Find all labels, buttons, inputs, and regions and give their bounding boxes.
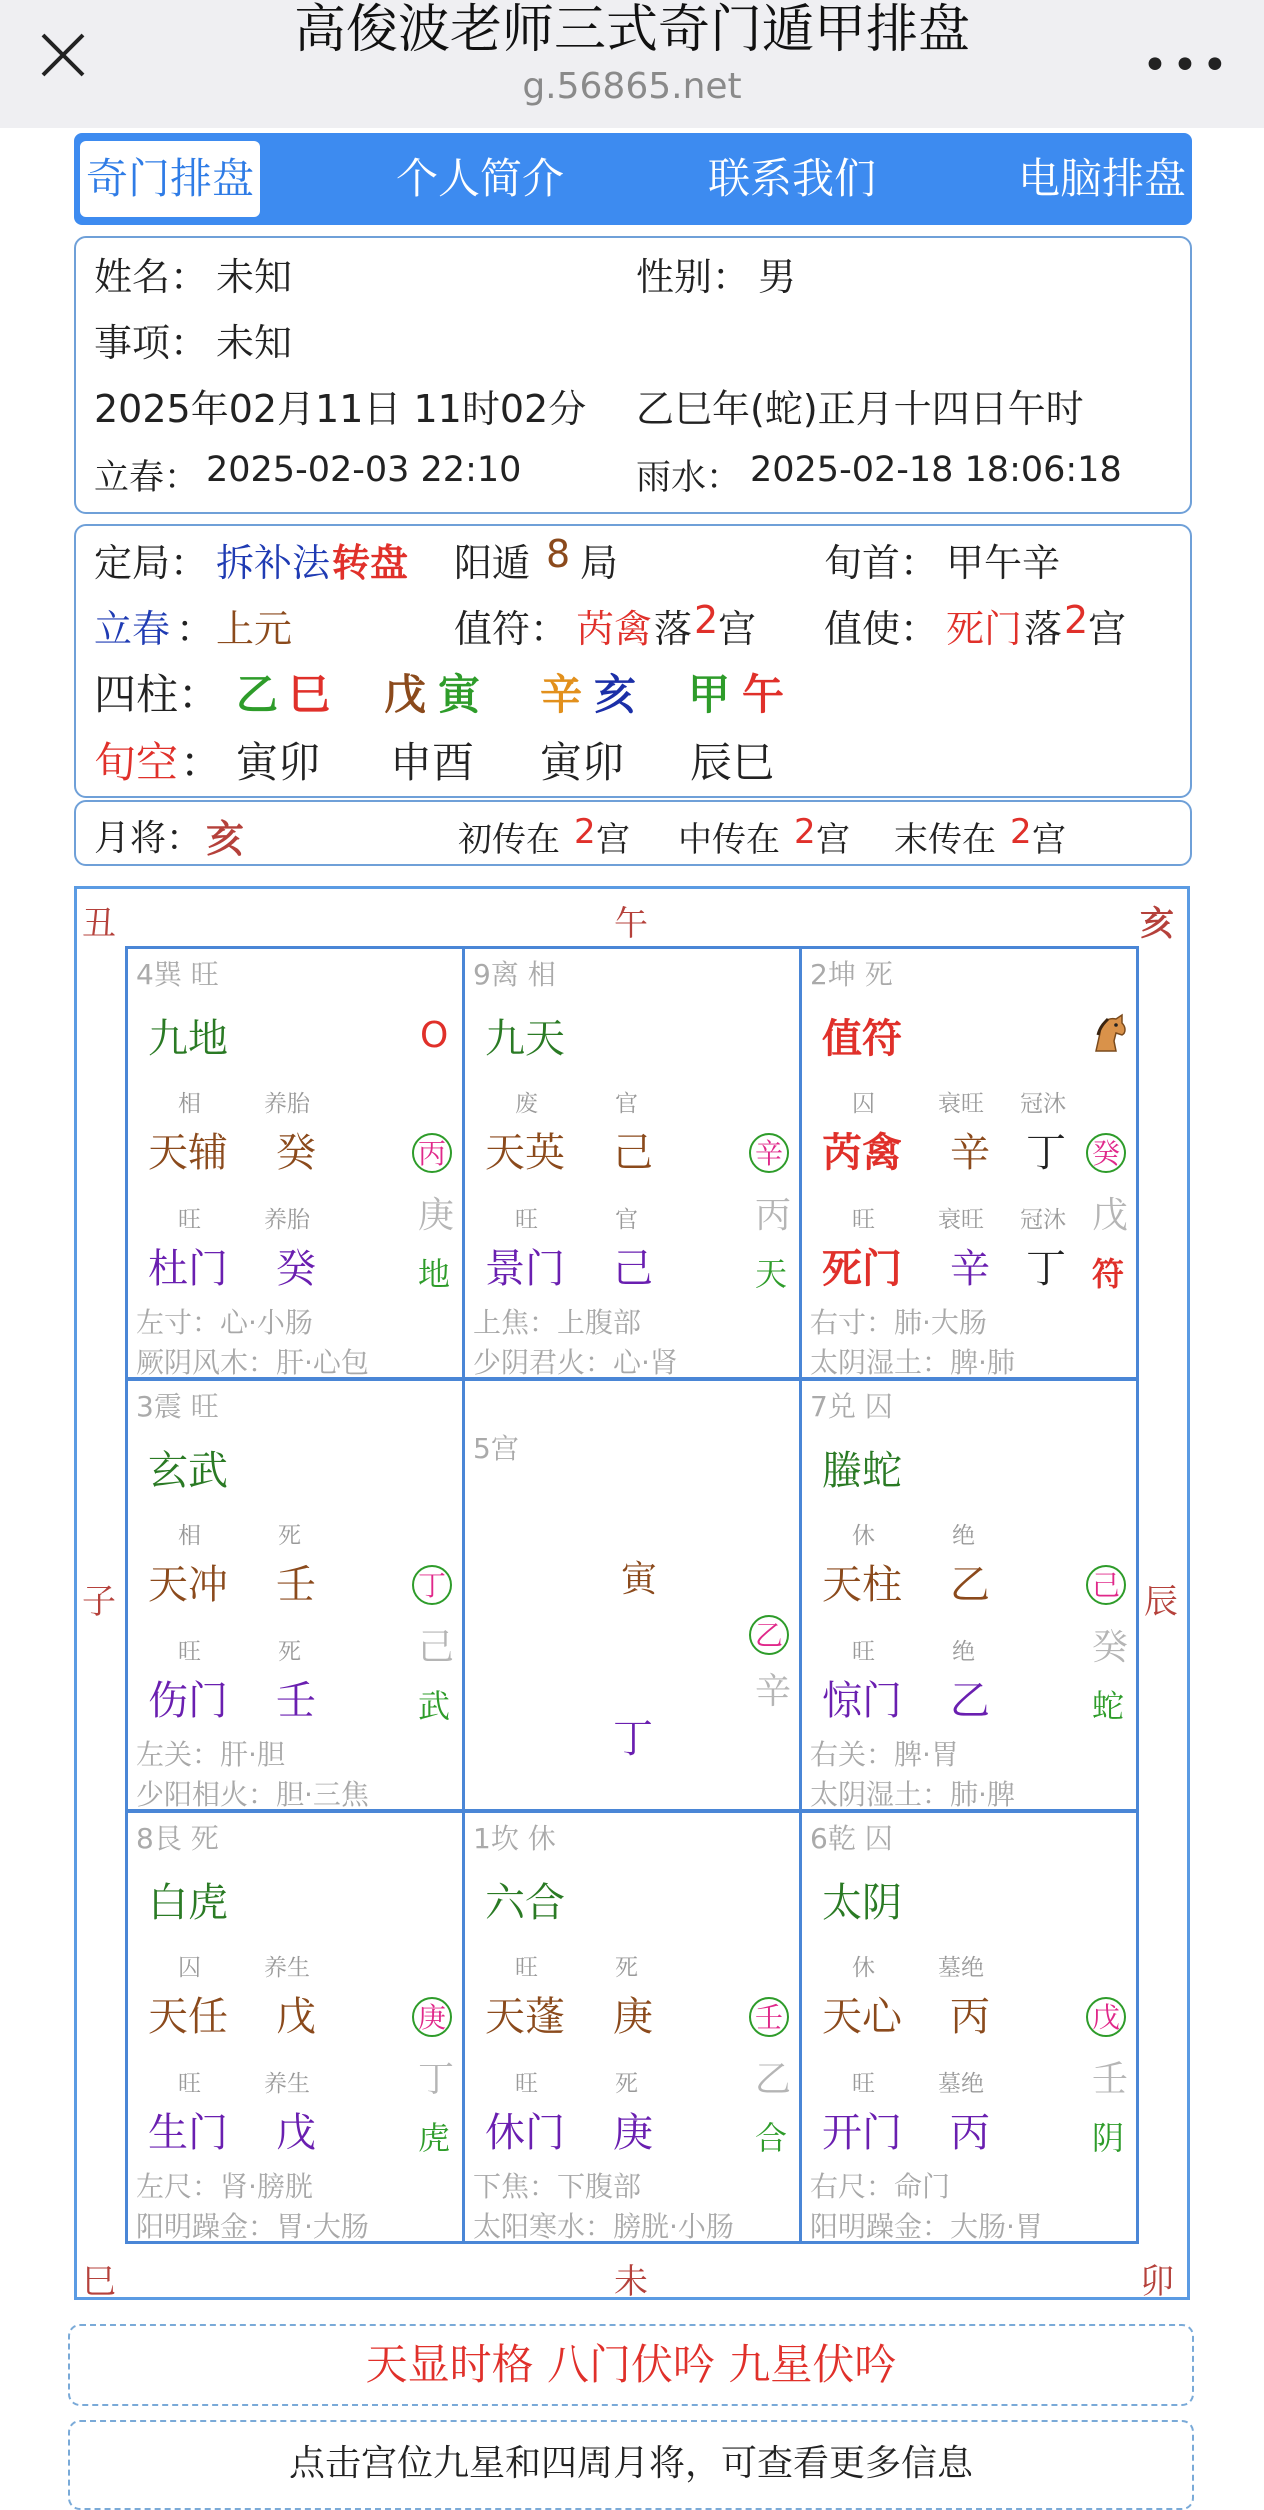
ju-method2: 转盘 xyxy=(332,541,409,585)
tab-profile[interactable]: 个人简介 xyxy=(396,154,565,203)
nine-star[interactable]: 天英 xyxy=(485,1130,565,1176)
zhongchuan-num: 2 xyxy=(794,812,816,852)
zhifu-num: 2 xyxy=(694,598,719,642)
palace-number: 2坤 死 xyxy=(810,958,893,991)
eight-door: 景门 xyxy=(485,1246,565,1292)
earth-stem-state: 养胎 xyxy=(264,1207,310,1233)
side-stem: 戊 xyxy=(1092,1195,1129,1236)
deity-short: 天 xyxy=(755,1255,788,1293)
earth-stem-state: 衰旺 xyxy=(938,1207,984,1233)
organ-info: 太阴湿土：脾·肺 xyxy=(810,1346,1015,1379)
matter-value: 未知 xyxy=(216,321,293,365)
solar-datetime: 2025年02月11日 11时02分 xyxy=(94,387,587,431)
door-state: 旺 xyxy=(515,2071,538,2097)
door-state: 旺 xyxy=(178,2071,201,2097)
xunshou-label: 旬首： xyxy=(824,541,939,585)
term1-label: 立春： xyxy=(94,458,200,498)
page-url: g.56865.net xyxy=(522,66,742,107)
xunkong-year: 寅卯 xyxy=(236,738,321,787)
mochuan-text: 末传在 xyxy=(894,820,996,860)
sizhu-hour-zhi: 午 xyxy=(742,670,785,719)
earth-stem-state: 绝 xyxy=(952,1639,975,1665)
info-panel xyxy=(74,236,1192,514)
yuan-label: 立春 xyxy=(94,607,171,651)
zhifu-gong: 宫 xyxy=(718,607,757,651)
stem-state: 墓绝 xyxy=(938,1955,984,1981)
stem-state: 养胎 xyxy=(264,1091,310,1117)
earth-stem-state: 官 xyxy=(615,1207,638,1233)
hidden-stem-circle: 丙 xyxy=(412,1133,452,1173)
ju-label: 定局： xyxy=(94,541,209,585)
deity: 值符 xyxy=(822,1016,902,1062)
nine-star[interactable]: 芮禽 xyxy=(822,1130,902,1176)
chuchuan-gong: 宫 xyxy=(596,820,630,860)
xunkong-day: 寅卯 xyxy=(540,738,625,787)
sizhu-year-zhi: 巳 xyxy=(288,670,331,719)
stem-state: 绝 xyxy=(952,1523,975,1549)
deity: 九天 xyxy=(485,1016,565,1062)
more-icon[interactable]: ••• xyxy=(1142,40,1232,91)
center-stem: 丁 xyxy=(613,1716,653,1762)
palace-number: 7兑 囚 xyxy=(810,1390,893,1423)
earth-stem: 丙 xyxy=(950,2110,990,2156)
eight-door: 死门 xyxy=(822,1246,902,1292)
organ-info: 厥阴风木：肝·心包 xyxy=(136,1346,369,1379)
sizhu-month-zhi: 寅 xyxy=(438,670,481,719)
tab-contact[interactable]: 联系我们 xyxy=(708,154,877,203)
zhongchuan-gong: 宫 xyxy=(816,820,850,860)
ju-dun-num: 8 xyxy=(546,532,571,576)
side-stem: 己 xyxy=(418,1627,455,1668)
palace-1-kan[interactable] xyxy=(462,1810,802,2244)
heaven-stem: 庚 xyxy=(613,1994,653,2040)
zhifu-label: 值符： xyxy=(454,607,569,651)
deity-short: 阴 xyxy=(1092,2119,1125,2157)
yuejiang-panel xyxy=(74,800,1192,866)
yuejiang-value[interactable]: 亥 xyxy=(206,817,245,861)
deity: 白虎 xyxy=(148,1880,228,1926)
side-stem: 乙 xyxy=(755,2059,792,2100)
eight-door: 休门 xyxy=(485,2110,565,2156)
xunshou-value: 甲午辛 xyxy=(946,541,1061,585)
heaven-stem: 癸 xyxy=(276,1130,316,1176)
organ-info: 阳明躁金：胃·大肠 xyxy=(136,2210,369,2243)
star-state: 相 xyxy=(178,1091,201,1117)
organ-info: 少阴君火：心·肾 xyxy=(473,1346,678,1379)
deity-short: 蛇 xyxy=(1092,1687,1125,1725)
organ-info: 太阳寒水：膀胱·小肠 xyxy=(473,2210,734,2243)
edge-wei[interactable]: 未 xyxy=(614,2262,648,2302)
pulse-info: 右关：脾·胃 xyxy=(810,1738,959,1771)
eight-door: 杜门 xyxy=(148,1246,228,1292)
heaven-stem-2: 丁 xyxy=(1026,1130,1066,1176)
organ-info: 太阴湿土：肺·脾 xyxy=(810,1778,1015,1811)
deity-short: 地 xyxy=(418,1255,451,1293)
star-state: 休 xyxy=(852,1955,875,1981)
deity: 螣蛇 xyxy=(822,1448,902,1494)
eight-door: 伤门 xyxy=(148,1678,228,1724)
earth-stem: 戊 xyxy=(276,2110,316,2156)
palace-4-xun[interactable] xyxy=(125,946,465,1380)
pulse-info: 左尺：肾·膀胱 xyxy=(136,2170,313,2203)
earth-stem-state: 死 xyxy=(278,1639,301,1665)
sizhu-day-zhi: 亥 xyxy=(594,670,637,719)
palace-6-qian[interactable] xyxy=(799,1810,1139,2244)
yuan-colon: ： xyxy=(176,607,215,651)
door-state: 旺 xyxy=(852,1207,875,1233)
earth-stem-state: 养生 xyxy=(264,2071,310,2097)
palace-number: 1坎 休 xyxy=(473,1822,556,1855)
heaven-stem: 丙 xyxy=(950,1994,990,2040)
side-stem: 壬 xyxy=(1092,2059,1129,2100)
edge-si[interactable]: 巳 xyxy=(82,2262,116,2302)
earth-stem: 癸 xyxy=(276,1246,316,1292)
stem-state: 死 xyxy=(278,1523,301,1549)
sizhu-hour-gan: 甲 xyxy=(688,670,731,719)
deity: 六合 xyxy=(485,1880,565,1926)
palace-number: 8艮 死 xyxy=(136,1822,219,1855)
side-stem: 丙 xyxy=(755,1195,792,1236)
yuan-value: 上元 xyxy=(216,607,293,651)
hidden-stem-circle: 壬 xyxy=(749,1997,789,2037)
side-stem: 丁 xyxy=(418,2059,455,2100)
ju-method: 拆补法 xyxy=(216,541,331,585)
sizhu-month-gan: 戊 xyxy=(384,670,427,719)
ju-dun: 阳遁 xyxy=(454,541,531,585)
deity: 玄武 xyxy=(148,1448,228,1494)
term1-value: 2025-02-03 22:10 xyxy=(206,450,522,490)
mochuan-gong: 宫 xyxy=(1032,820,1066,860)
hidden-stem-circle: 丁 xyxy=(412,1565,452,1605)
edge-chen[interactable]: 辰 xyxy=(1144,1582,1178,1622)
kong-mark: O xyxy=(420,1015,449,1056)
sizhu-label: 四柱： xyxy=(94,670,221,719)
pulse-info: 左寸：心·小肠 xyxy=(136,1306,313,1339)
palace-7-dui[interactable] xyxy=(799,1378,1139,1812)
pulse-info: 右尺：命门 xyxy=(810,2170,951,2203)
hidden-stem-circle: 癸 xyxy=(1086,1133,1126,1173)
horse-icon xyxy=(1086,1011,1130,1055)
sizhu-day-gan: 辛 xyxy=(540,670,583,719)
name-value: 未知 xyxy=(216,255,293,299)
deity-short: 合 xyxy=(755,2119,788,2157)
chuchuan-num: 2 xyxy=(574,812,596,852)
door-state: 旺 xyxy=(852,2071,875,2097)
edge-chou[interactable]: 丑 xyxy=(82,904,116,944)
zhishi-label: 值使： xyxy=(824,607,939,651)
palace-number: 3震 旺 xyxy=(136,1390,219,1423)
deity: 九地 xyxy=(148,1016,228,1062)
earth-stem: 己 xyxy=(613,1246,653,1292)
chuchuan-text: 初传在 xyxy=(458,820,560,860)
ju-dun-suffix: 局 xyxy=(580,541,619,585)
hint-text: 点击宫位九星和四周月将，可查看更多信息 xyxy=(68,2420,1194,2510)
side-stem: 辛 xyxy=(755,1671,792,1712)
term2-value: 2025-02-18 18:06:18 xyxy=(750,450,1122,490)
earth-stem2-state: 冠沐 xyxy=(1020,1207,1066,1233)
heaven-stem: 壬 xyxy=(276,1562,316,1608)
palace-number: 5宫 xyxy=(473,1432,519,1465)
earth-stem: 庚 xyxy=(613,2110,653,2156)
star-state: 相 xyxy=(178,1523,201,1549)
earth-stem: 壬 xyxy=(276,1678,316,1724)
page-title: 高俊波老师三式奇门遁甲排盘 xyxy=(293,0,970,60)
zhishi-num: 2 xyxy=(1064,598,1089,642)
edge-mao[interactable]: 卯 xyxy=(1140,2262,1174,2302)
sizhu-year-gan: 乙 xyxy=(236,670,279,719)
palace-number: 6乾 囚 xyxy=(810,1822,893,1855)
door-state: 旺 xyxy=(178,1207,201,1233)
nine-star[interactable]: 天任 xyxy=(148,1994,228,2040)
hidden-stem-circle: 戊 xyxy=(1086,1997,1126,2037)
side-stem: 癸 xyxy=(1092,1627,1129,1668)
stem-state: 养生 xyxy=(264,1955,310,1981)
lunar-datetime: 乙巳年(蛇)正月十四日午时 xyxy=(636,387,1084,431)
hidden-stem-circle: 己 xyxy=(1086,1565,1126,1605)
gender-value: 男 xyxy=(758,255,797,299)
term2-label: 雨水： xyxy=(636,458,742,498)
gender-label: 性别： xyxy=(636,255,751,299)
door-state: 旺 xyxy=(852,1639,875,1665)
hidden-stem-circle: 庚 xyxy=(412,1997,452,2037)
zhifu-luo: 落 xyxy=(654,607,693,651)
eight-door: 生门 xyxy=(148,2110,228,2156)
earth-stem-2: 丁 xyxy=(1026,1246,1066,1292)
pattern-banner: 天显时格 八门伏吟 九星伏吟 xyxy=(68,2324,1194,2406)
side-stem: 庚 xyxy=(418,1195,455,1236)
palace-3-zhen[interactable] xyxy=(125,1378,465,1812)
palace-2-kun[interactable] xyxy=(799,946,1139,1380)
pulse-info: 右寸：肺·大肠 xyxy=(810,1306,987,1339)
zhishi-value: 死门 xyxy=(946,607,1023,651)
matter-label: 事项： xyxy=(94,321,209,365)
pulse-info: 上焦：上腹部 xyxy=(473,1306,642,1339)
stem-state: 官 xyxy=(615,1091,638,1117)
earth-stem: 乙 xyxy=(950,1678,990,1724)
nine-star[interactable]: 天心 xyxy=(822,1994,902,2040)
eight-door: 惊门 xyxy=(822,1678,902,1724)
yuejiang-label: 月将： xyxy=(94,818,203,859)
earth-stem-state: 死 xyxy=(615,2071,638,2097)
earth-stem-state: 墓绝 xyxy=(938,2071,984,2097)
xunkong-hour: 辰巳 xyxy=(690,738,775,787)
mochuan-num: 2 xyxy=(1010,812,1032,852)
heaven-stem: 戊 xyxy=(276,1994,316,2040)
hidden-stem-circle: 乙 xyxy=(749,1615,789,1655)
center-branch: 寅 xyxy=(621,1559,658,1600)
stem-state: 死 xyxy=(615,1955,638,1981)
star-state: 旺 xyxy=(515,1955,538,1981)
nine-star[interactable]: 天辅 xyxy=(148,1130,228,1176)
stem2-state: 冠沐 xyxy=(1020,1091,1066,1117)
zhifu-value: 芮禽 xyxy=(576,607,653,651)
deity-short: 符 xyxy=(1092,1255,1125,1293)
deity-short: 虎 xyxy=(418,2119,451,2157)
palace-9-li[interactable] xyxy=(462,946,802,1380)
deity: 太阴 xyxy=(822,1880,902,1926)
star-state: 废 xyxy=(515,1091,538,1117)
edge-wu[interactable]: 午 xyxy=(614,904,648,944)
heaven-stem: 乙 xyxy=(950,1562,990,1608)
heaven-stem: 辛 xyxy=(950,1130,990,1176)
zhishi-gong: 宫 xyxy=(1088,607,1127,651)
nine-star[interactable]: 天冲 xyxy=(148,1562,228,1608)
stem-state: 衰旺 xyxy=(938,1091,984,1117)
xunkong-label: 旬空 xyxy=(94,738,179,787)
ju-panel xyxy=(74,524,1192,798)
tab-pc-paipan[interactable]: 电脑排盘 xyxy=(1018,154,1187,203)
heaven-stem: 己 xyxy=(613,1130,653,1176)
palace-number: 4巽 旺 xyxy=(136,958,219,991)
deity-short: 武 xyxy=(418,1687,451,1725)
door-state: 旺 xyxy=(515,1207,538,1233)
zhongchuan-text: 中传在 xyxy=(678,820,780,860)
edge-zi[interactable]: 子 xyxy=(82,1582,116,1622)
name-label: 姓名： xyxy=(94,255,209,299)
organ-info: 阳明躁金：大肠·胃 xyxy=(810,2210,1043,2243)
palace-number: 9离 相 xyxy=(473,958,556,991)
nine-star[interactable]: 天柱 xyxy=(822,1562,902,1608)
star-state: 囚 xyxy=(178,1955,201,1981)
nine-star[interactable]: 天蓬 xyxy=(485,1994,565,2040)
palace-5-center[interactable] xyxy=(462,1378,802,1812)
earth-stem: 辛 xyxy=(950,1246,990,1292)
star-state: 囚 xyxy=(852,1091,875,1117)
nav-bar xyxy=(74,133,1192,225)
tab-qimen-paipan[interactable]: 奇门排盘 xyxy=(80,141,260,217)
palace-8-gen[interactable] xyxy=(125,1810,465,2244)
pulse-info: 下焦：下腹部 xyxy=(473,2170,642,2203)
hidden-stem-circle: 辛 xyxy=(749,1133,789,1173)
eight-door: 开门 xyxy=(822,2110,902,2156)
edge-hai[interactable]: 亥 xyxy=(1140,904,1174,944)
xunkong-month: 申酉 xyxy=(390,738,475,787)
door-state: 旺 xyxy=(178,1639,201,1665)
xunkong-colon: ： xyxy=(180,738,223,787)
zhishi-luo: 落 xyxy=(1024,607,1063,651)
star-state: 休 xyxy=(852,1523,875,1549)
organ-info: 少阳相火：胆·三焦 xyxy=(136,1778,369,1811)
pulse-info: 左关：肝·胆 xyxy=(136,1738,285,1771)
